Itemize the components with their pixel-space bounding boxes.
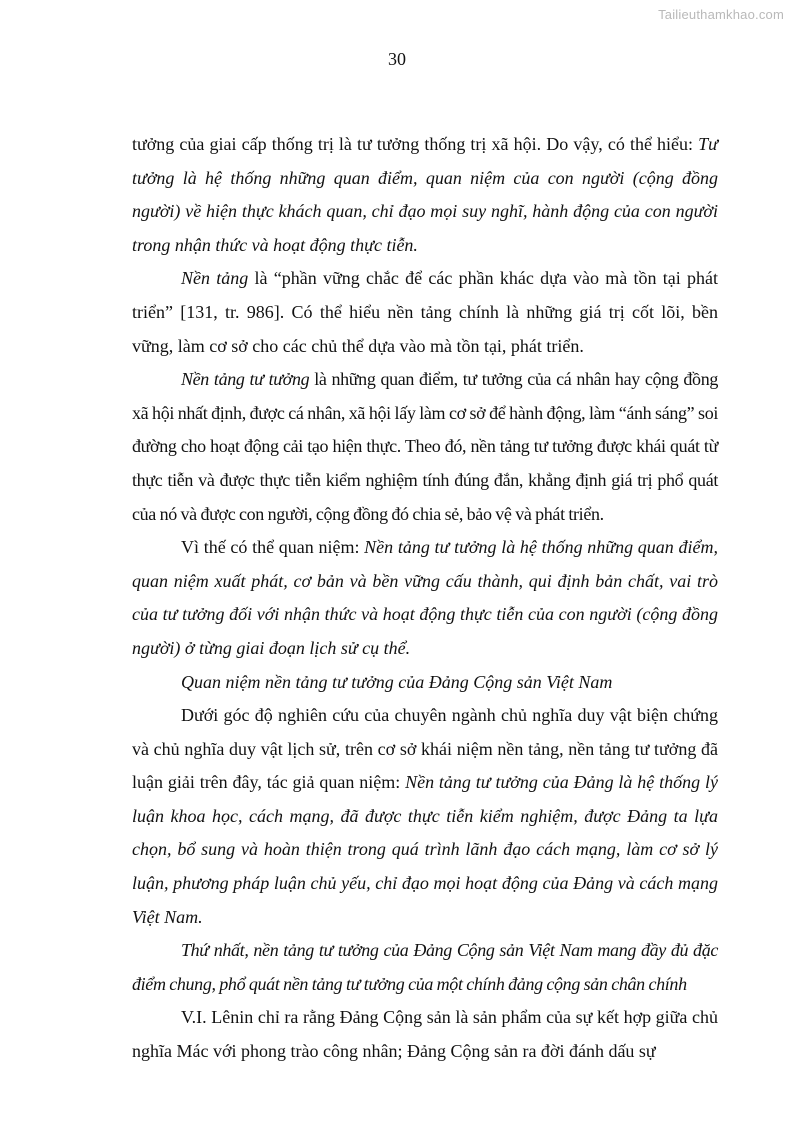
paragraph-text: là những quan điểm, tư tưởng của cá nhân hay cộng đồng xã hội nhất định, được cá nhân, xã hội lấy làm cơ sở để hành động, làm “ánh sáng” soi đường cho hoạt động cải tạo hiện thực. Theo đó, nền tảng tư tưởng được khái quát từ thực tiễn và được thực tiễn kiểm nghiệm tính đúng đắn, khẳng định giá trị phổ quát của nó và được con người, cộng đồng đó chia sẻ, bảo vệ và phát triển. <box>132 369 718 524</box>
paragraph-lead: Dưới góc độ nghiên cứu của chuyên ngành chủ nghĩa duy vật biện chứng và chủ nghĩa duy vật lịch sử, trên cơ sở khái niệm nền tảng, nền tảng tư tưởng đã luận giải trên đây, tác giả quan niệm: <box>132 705 718 793</box>
term-italic: Nền tảng <box>181 268 249 289</box>
definition-italic: Tư tưởng là hệ thống những quan điểm, quan niệm của con người (cộng đồng người) về hiện thực khách quan, chỉ đạo mọi suy nghĩ, hành động của con người trong nhận thức và hoạt động thực tiễn. <box>132 134 718 255</box>
page-number: 30 <box>388 49 406 69</box>
paragraph-lenin: V.I. Lênin chỉ ra rằng Đảng Cộng sản là sản phẩm của sự kết hợp giữa chủ nghĩa Mác với phong trào công nhân; Đảng Cộng sản ra đời đánh dấu sự <box>132 1007 718 1062</box>
section-heading: Quan niệm nền tảng tư tưởng của Đảng Cộng sản Việt Nam <box>181 671 613 692</box>
paragraph-lead: Vì thế có thể quan niệm: <box>181 537 365 558</box>
document-body <box>132 128 718 1069</box>
term-italic: Nền tảng tư tưởng <box>181 369 310 390</box>
definition-italic: Nền tảng tư tưởng là hệ thống những quan điểm, quan niệm xuất phát, cơ bản và bền vững cấu thành, qui định bản chất, vai trò của tư tưởng đối với nhận thức và hoạt động thực tiễn của con người (cộng đồng người) ở từng giai đoạn lịch sử cụ thể. <box>132 537 718 658</box>
paragraph-lead: tưởng của giai cấp thống trị là tư tưởng thống trị xã hội. Do vậy, có thể hiểu: <box>132 134 699 154</box>
paragraph-ideological-foundation <box>132 363 718 531</box>
paragraph-conception <box>132 531 718 665</box>
paragraph-foundation-definition <box>132 262 718 363</box>
paragraph-author-conception <box>132 699 718 934</box>
paragraph-text: là “phần vững chắc để các phần khác dựa vào mà tồn tại phát triển” [131, tr. 986]. Có thể hiểu nền tảng chính là những giá trị cốt lõi, bền vững, làm cơ sở cho các chủ thể dựa vào mà tồn tại, phát triển. <box>132 268 719 356</box>
watermark: Tailieuthamkhao.com <box>658 7 784 22</box>
subsection-heading: Thứ nhất, nền tảng tư tưởng của Đảng Cộng sản Việt Nam mang đầy đủ đặc điểm chung, phổ quát nền tảng tư tưởng của một chính đảng cộng sản chân chính <box>132 940 718 994</box>
paragraph-thought-definition <box>132 128 718 262</box>
definition-italic: Nền tảng tư tưởng của Đảng là hệ thống lý luận khoa học, cách mạng, đã được thực tiễn kiểm nghiệm, được Đảng ta lựa chọn, bổ sung và hoàn thiện trong quá trình lãnh đạo cách mạng, làm cơ sở lý luận, phương pháp luận chủ yếu, chỉ đạo mọi hoạt động của Đảng và cách mạng Việt Nam. <box>132 772 718 927</box>
